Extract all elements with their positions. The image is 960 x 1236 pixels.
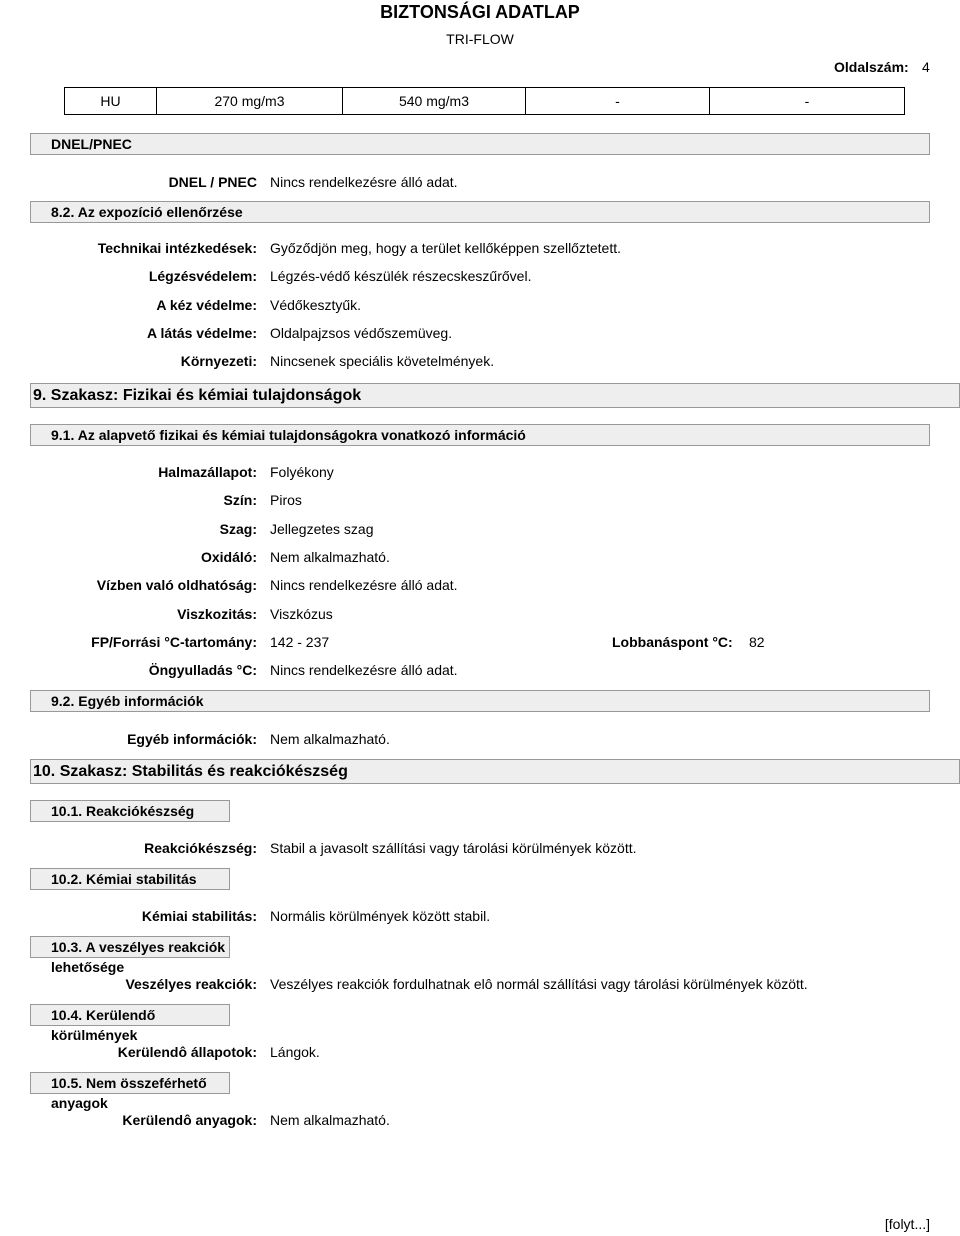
field-value: Stabil a javasolt szállítási vagy tárolási körülmények között. (270, 840, 637, 856)
table-row (65, 88, 905, 115)
field-value: Oldalpajzsos védőszemüveg. (270, 325, 453, 341)
field-label: Veszélyes reakciók: (125, 976, 257, 992)
table-cell-limit-2: 540 mg/m3 (343, 88, 526, 115)
product-name: TRI-FLOW (446, 31, 514, 47)
section-header-dnel-pnec: DNEL/PNEC (30, 133, 930, 155)
field-label: Halmazállapot: (158, 464, 257, 480)
field-label: Szín: (223, 492, 257, 508)
field-value: Nincsenek speciális követelmények. (270, 353, 495, 369)
section-header-9-2: 9.2. Egyéb információk (30, 690, 930, 712)
section-header-10-3: 10.3. A veszélyes reakciók lehetősége (30, 936, 230, 958)
field-label: Vízben való oldhatóság: (96, 577, 257, 593)
table-cell-limit-4: - (710, 88, 905, 115)
field-value: Jellegzetes szag (270, 521, 374, 537)
section-header-8-2: 8.2. Az expozíció ellenőrzése (30, 201, 930, 223)
field-label: Egyéb információk: (127, 731, 257, 747)
field-label: Viszkozitás: (177, 606, 257, 622)
field-label: Légzésvédelem: (148, 268, 257, 284)
field-label: Szag: (219, 521, 257, 537)
field-value: Légzés-védő készülék részecskeszűrővel. (270, 268, 532, 284)
field-value: Veszélyes reakciók fordulhatnak elô normál szállítási vagy tárolási körülmények között. (270, 976, 808, 992)
document-title: BIZTONSÁGI ADATLAP (380, 2, 580, 22)
table-cell-country: HU (65, 88, 157, 115)
field-label: Kémiai stabilitás: (141, 908, 257, 924)
section-header-9-1: 9.1. Az alapvető fizikai és kémiai tulajdonságokra vonatkozó információ (30, 424, 930, 446)
field-label: A látás védelme: (147, 325, 257, 341)
dnel-pnec-value: Nincs rendelkezésre álló adat. (270, 174, 458, 190)
flash-point-value: 82 (749, 634, 765, 650)
field-value: Nincs rendelkezésre álló adat. (270, 577, 458, 593)
section-10-title: 10. Szakasz: Stabilitás és reakciókészség (30, 759, 960, 784)
field-value: 142 - 237 (270, 634, 330, 650)
field-value: Piros (270, 492, 302, 508)
table-cell-limit-3: - (526, 88, 710, 115)
field-value: Nem alkalmazható. (270, 731, 390, 747)
field-value: Viszkózus (270, 606, 333, 622)
field-label: Reakciókészség: (144, 840, 257, 856)
field-value: Nem alkalmazható. (270, 549, 390, 565)
field-value: Folyékony (270, 464, 334, 480)
field-label: FP/Forrási °C-tartomány: (91, 634, 257, 650)
field-value: Lángok. (270, 1044, 320, 1060)
field-value: Nincs rendelkezésre álló adat. (270, 662, 458, 678)
field-label: Oxidáló: (200, 549, 257, 565)
dnel-pnec-label: DNEL / PNEC (168, 174, 257, 190)
section-header-10-1: 10.1. Reakciókészség (30, 800, 230, 822)
field-label: Technikai intézkedések: (97, 240, 257, 256)
section-header-10-5: 10.5. Nem összeférhető anyagok (30, 1072, 230, 1094)
field-value: Nem alkalmazható. (270, 1112, 390, 1128)
field-label: Kerülendô anyagok: (122, 1112, 257, 1128)
field-label: A kéz védelme: (156, 297, 257, 313)
field-value: Normális körülmények között stabil. (270, 908, 491, 924)
section-9-title: 9. Szakasz: Fizikai és kémiai tulajdonságok (30, 383, 960, 408)
field-label: Környezeti: (180, 353, 257, 369)
page-number: 4 (922, 59, 930, 75)
field-value: Győződjön meg, hogy a terület kellőképpen szellőztetett. (270, 240, 621, 256)
table-cell-limit-1: 270 mg/m3 (157, 88, 343, 115)
field-label: Kerülendô állapotok: (117, 1044, 257, 1060)
page-number-label: Oldalszám: (834, 59, 909, 75)
section-header-10-2: 10.2. Kémiai stabilitás (30, 868, 230, 890)
continued-marker: [folyt...] (884, 1216, 930, 1232)
section-header-10-4: 10.4. Kerülendő körülmények (30, 1004, 230, 1026)
flash-point-label: Lobbanáspont °C: (612, 634, 733, 650)
field-label: Öngyulladás °C: (148, 662, 257, 678)
field-value: Védőkesztyűk. (270, 297, 362, 313)
exposure-limits-table (64, 87, 905, 115)
